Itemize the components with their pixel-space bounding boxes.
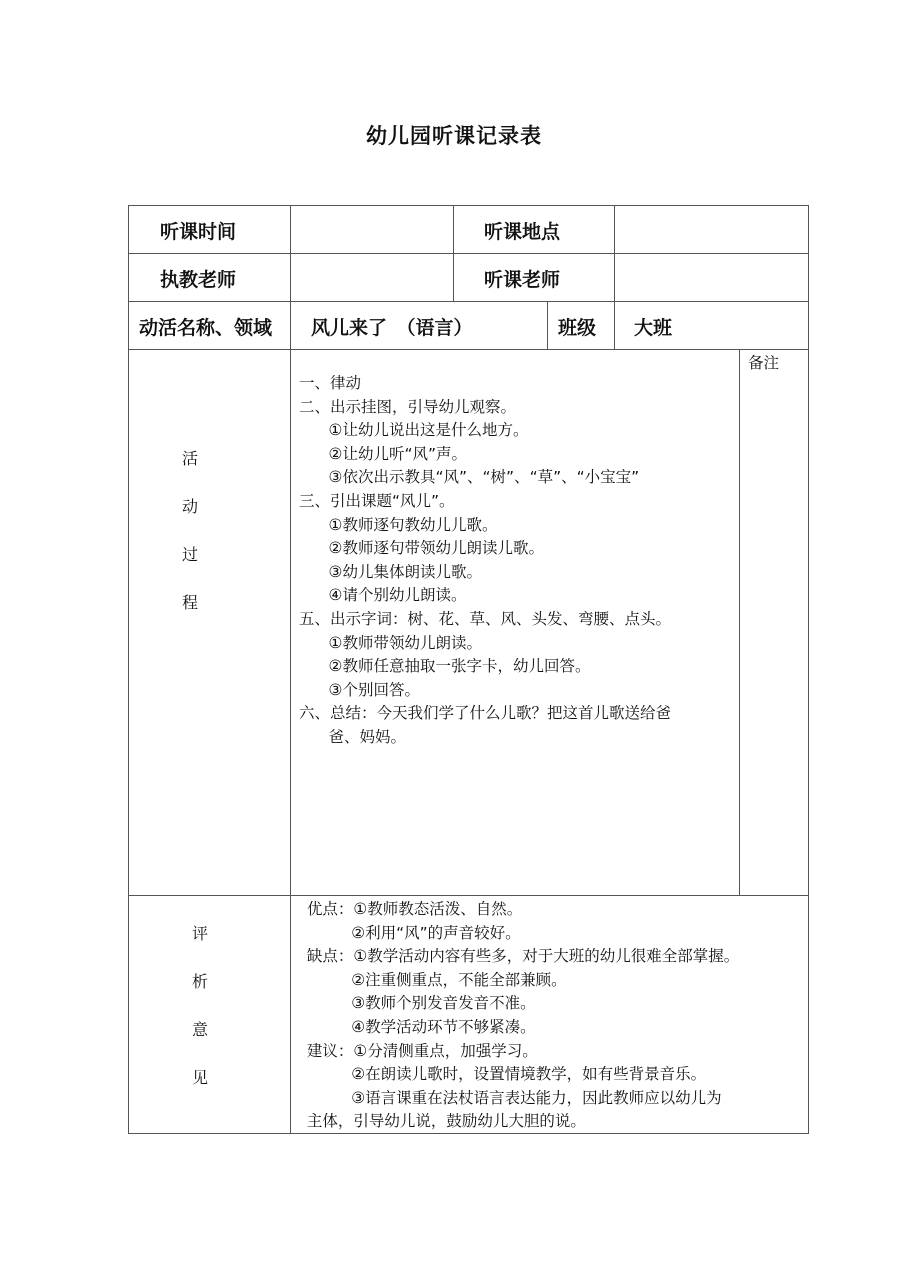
- analysis-line: 主体，引导幼儿说，鼓励幼儿大胆的说。: [297, 1112, 586, 1131]
- process-line: ①教师带领幼儿朗读。: [299, 633, 482, 652]
- process-label-char: 过: [181, 545, 198, 564]
- column-divider: [614, 205, 615, 301]
- process-label-char: 动: [181, 497, 198, 516]
- analysis-label-char: 析: [191, 972, 208, 991]
- analysis-line: ②利用“风”的声音较好。: [297, 923, 521, 942]
- process-line: ②教师任意抽取一张字卡，幼儿回答。: [299, 657, 591, 676]
- row-divider: [128, 895, 809, 896]
- process-label-char: 程: [181, 593, 198, 612]
- process-line: ①教师逐句教幼儿儿歌。: [299, 515, 498, 534]
- analysis-content: [297, 898, 739, 1134]
- page-title: 幼儿园听课记录表: [366, 124, 542, 148]
- process-content: [299, 372, 671, 750]
- analysis-line: 优点：①教师教态活泼、自然。: [297, 900, 523, 918]
- row-divider: [128, 253, 809, 254]
- process-line: 五、出示字词：树、花、草、风、头发、弯腰、点头。: [299, 609, 672, 628]
- process-line: 一、律动: [299, 374, 362, 392]
- process-line: 二、出示挂图，引导幼儿观察。: [299, 397, 517, 416]
- label-teaching-teacher: 执教老师: [160, 269, 237, 291]
- row-divider: [128, 301, 809, 302]
- analysis-line: ③教师个别发音发音不准。: [297, 994, 536, 1013]
- table-border-top: [128, 205, 809, 206]
- table-border-right: [808, 205, 809, 1134]
- process-line: ④请个别幼儿朗读。: [299, 586, 467, 605]
- process-line: ②让幼儿听“风”声。: [299, 444, 468, 463]
- analysis-label-char: 见: [191, 1068, 208, 1087]
- notes-label: 备注: [748, 354, 780, 372]
- table-border-left: [128, 205, 129, 1134]
- process-line: ②教师逐句带领幼儿朗读儿歌。: [299, 539, 544, 558]
- analysis-label-char: 意: [191, 1020, 208, 1039]
- value-class: 大班: [634, 317, 673, 339]
- notes-divider: [739, 349, 740, 895]
- analysis-line: ④教学活动环节不够紧凑。: [297, 1017, 536, 1036]
- label-class: 班级: [558, 317, 597, 339]
- process-label-char: 活: [181, 449, 198, 468]
- process-line: ①让幼儿说出这是什么地方。: [299, 421, 529, 440]
- process-line: ③依次出示教具“风”、“树”、“草”、“小宝宝”: [299, 468, 640, 487]
- analysis-label-char: 评: [191, 924, 208, 943]
- process-line: 爸、妈妈。: [299, 727, 407, 746]
- process-line: ③幼儿集体朗读儿歌。: [299, 562, 482, 581]
- process-line: 六、总结：今天我们学了什么儿歌？把这首儿歌送给爸: [299, 704, 672, 723]
- analysis-line: ②在朗读儿歌时，设置情境教学，如有些背景音乐。: [297, 1065, 707, 1084]
- column-divider: [547, 301, 548, 349]
- label-listen-place: 听课地点: [484, 221, 561, 243]
- process-line: 三、引出课题“风儿”。: [299, 491, 455, 510]
- analysis-line: ②注重侧重点，不能全部兼顾。: [297, 970, 567, 989]
- label-activity-name: 动活名称、领域: [139, 317, 273, 339]
- label-listen-time: 听课时间: [160, 221, 237, 243]
- value-activity-name: 风儿来了 （语言）: [311, 317, 473, 339]
- analysis-line: 建议：①分清侧重点，加强学习。: [297, 1041, 538, 1060]
- analysis-line: 缺点：①教学活动内容有些多，对于大班的幼儿很难全部掌握。: [297, 947, 740, 966]
- column-divider: [614, 301, 615, 349]
- column-divider: [453, 205, 454, 301]
- label-observer-teacher: 听课老师: [484, 269, 561, 291]
- column-divider: [290, 205, 291, 1134]
- row-divider: [128, 349, 809, 350]
- analysis-line: ③语言课重在法杖语言表达能力，因此教师应以幼儿为: [297, 1088, 722, 1107]
- process-line: ③个别回答。: [299, 680, 420, 699]
